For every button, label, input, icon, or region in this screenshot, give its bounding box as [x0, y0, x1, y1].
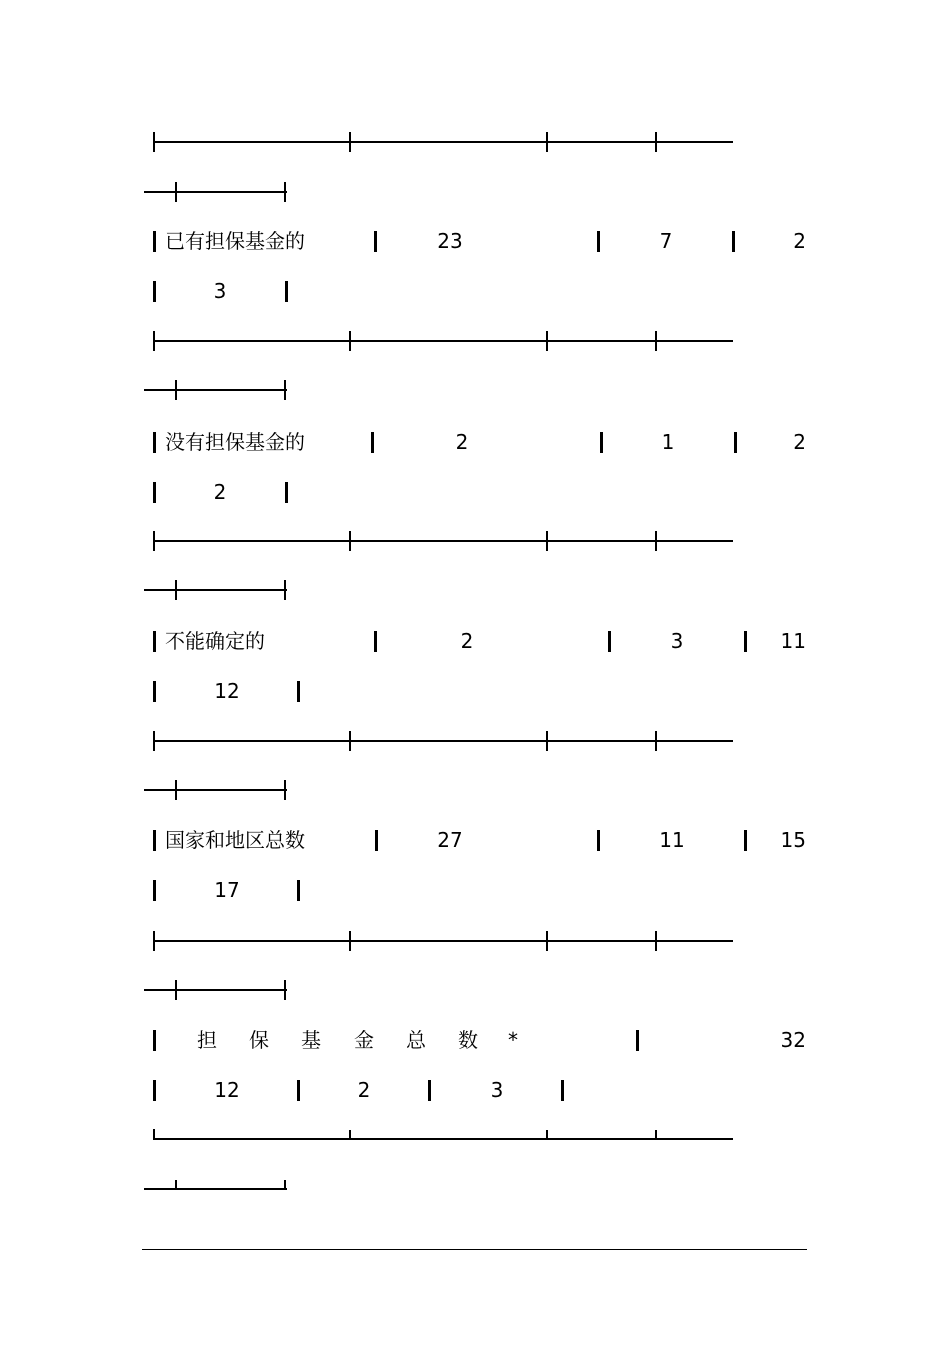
table-rule-tick	[546, 931, 548, 951]
table-rule-tick	[153, 531, 155, 551]
table-rule-tick	[349, 731, 351, 751]
cell-border	[428, 1080, 431, 1101]
table-rule-tick	[175, 380, 177, 400]
table-rule	[154, 141, 733, 143]
table-rule-tick	[153, 132, 155, 152]
cell-border	[153, 231, 156, 252]
table-rule-tick	[546, 531, 548, 551]
cell-border	[153, 482, 156, 503]
cell-border	[744, 830, 747, 851]
table-rule-wrap	[144, 989, 287, 991]
cell-border	[153, 830, 156, 851]
total-label-char: 金	[354, 1028, 374, 1052]
table-rule-tick	[175, 780, 177, 800]
cell-border	[297, 681, 300, 702]
cell-border	[285, 482, 288, 503]
table-rule-tick	[175, 580, 177, 600]
cell-border	[371, 432, 374, 453]
cell-value: 11	[780, 629, 806, 653]
cell-value: 32	[780, 1028, 806, 1052]
cell-value: 2	[793, 229, 806, 253]
table-rule-tick	[349, 931, 351, 951]
cell-value: 11	[659, 828, 685, 852]
cell-value: 2	[460, 629, 474, 653]
cell-border	[561, 1080, 564, 1101]
cell-value: 2	[793, 430, 806, 454]
cell-border	[374, 231, 377, 252]
cell-border	[153, 281, 156, 302]
cell-border	[153, 432, 156, 453]
table-rule-tick	[655, 132, 657, 152]
row-label: 国家和地区总数	[165, 828, 305, 852]
table-rule-tick	[284, 580, 286, 600]
cell-border	[153, 1030, 156, 1051]
cell-border	[732, 231, 735, 252]
table-rule-tick	[546, 1130, 548, 1140]
table-rule-tick	[175, 980, 177, 1000]
cell-value: 2	[357, 1078, 371, 1102]
cell-value: 2	[213, 480, 227, 504]
cell-border	[597, 830, 600, 851]
total-label-char: 担	[197, 1028, 217, 1052]
table-rule-tick	[284, 980, 286, 1000]
table-rule-wrap	[144, 789, 287, 791]
table-rule-tick	[349, 331, 351, 351]
cell-value: 23	[437, 229, 463, 253]
cell-border	[153, 631, 156, 652]
table-rule-tick	[655, 931, 657, 951]
table-rule-tick	[349, 531, 351, 551]
cell-border	[636, 1030, 639, 1051]
cell-border	[297, 880, 300, 901]
table-rule-tick	[153, 931, 155, 951]
cell-border	[734, 432, 737, 453]
cell-border	[297, 1080, 300, 1101]
table-rule-tick	[175, 182, 177, 202]
table-rule-corner	[153, 1129, 155, 1140]
total-label-char: 数	[458, 1028, 478, 1052]
table-rule-tick	[153, 731, 155, 751]
table-rule-tick	[655, 1130, 657, 1140]
row-label: 已有担保基金的	[165, 229, 305, 253]
table-rule	[154, 1138, 733, 1140]
table-rule-tick	[655, 531, 657, 551]
table-rule-wrap	[144, 589, 287, 591]
cell-value: 17	[214, 878, 240, 902]
table-rule-tick	[349, 1130, 351, 1140]
cell-border	[744, 631, 747, 652]
cell-border	[153, 681, 156, 702]
cell-border	[600, 432, 603, 453]
total-label-char: 总	[406, 1028, 426, 1052]
table-rule-tick	[284, 182, 286, 202]
cell-value: 2	[455, 430, 469, 454]
total-label-char: 保	[249, 1028, 269, 1052]
table-rule-tick	[284, 380, 286, 400]
cell-border	[153, 880, 156, 901]
table-rule-tick	[655, 731, 657, 751]
table-rule-tick	[546, 731, 548, 751]
footer-rule	[142, 1249, 807, 1250]
cell-border	[153, 1080, 156, 1101]
total-label-char: 基	[301, 1028, 321, 1052]
table-rule-tick	[284, 780, 286, 800]
table-rule	[154, 340, 733, 342]
table-rule-tick	[175, 1180, 177, 1190]
cell-border	[375, 830, 378, 851]
cell-value: 12	[214, 1078, 240, 1102]
table-rule-wrap	[144, 389, 287, 391]
table-rule-tick	[349, 132, 351, 152]
cell-value: 7	[659, 229, 673, 253]
cell-border	[374, 631, 377, 652]
table-rule	[154, 740, 733, 742]
table-rule-tick	[153, 331, 155, 351]
table-rule-wrap	[144, 191, 287, 193]
table-rule	[154, 940, 733, 942]
cell-value: 3	[670, 629, 684, 653]
table-rule	[154, 540, 733, 542]
table-rule-tick	[546, 132, 548, 152]
cell-value: 1	[661, 430, 675, 454]
cell-value: 3	[213, 279, 227, 303]
row-label: 没有担保基金的	[165, 430, 305, 454]
cell-value: 12	[214, 679, 240, 703]
cell-value: 27	[437, 828, 463, 852]
cell-border	[285, 281, 288, 302]
table-rule-tick	[655, 331, 657, 351]
cell-value: 3	[490, 1078, 504, 1102]
table-rule-tick	[284, 1180, 286, 1190]
row-label: 不能确定的	[165, 629, 265, 653]
total-label-char: *	[508, 1028, 518, 1052]
cell-border	[597, 231, 600, 252]
table-rule-wrap	[144, 1188, 287, 1190]
cell-value: 15	[780, 828, 806, 852]
cell-border	[608, 631, 611, 652]
table-rule-tick	[546, 331, 548, 351]
